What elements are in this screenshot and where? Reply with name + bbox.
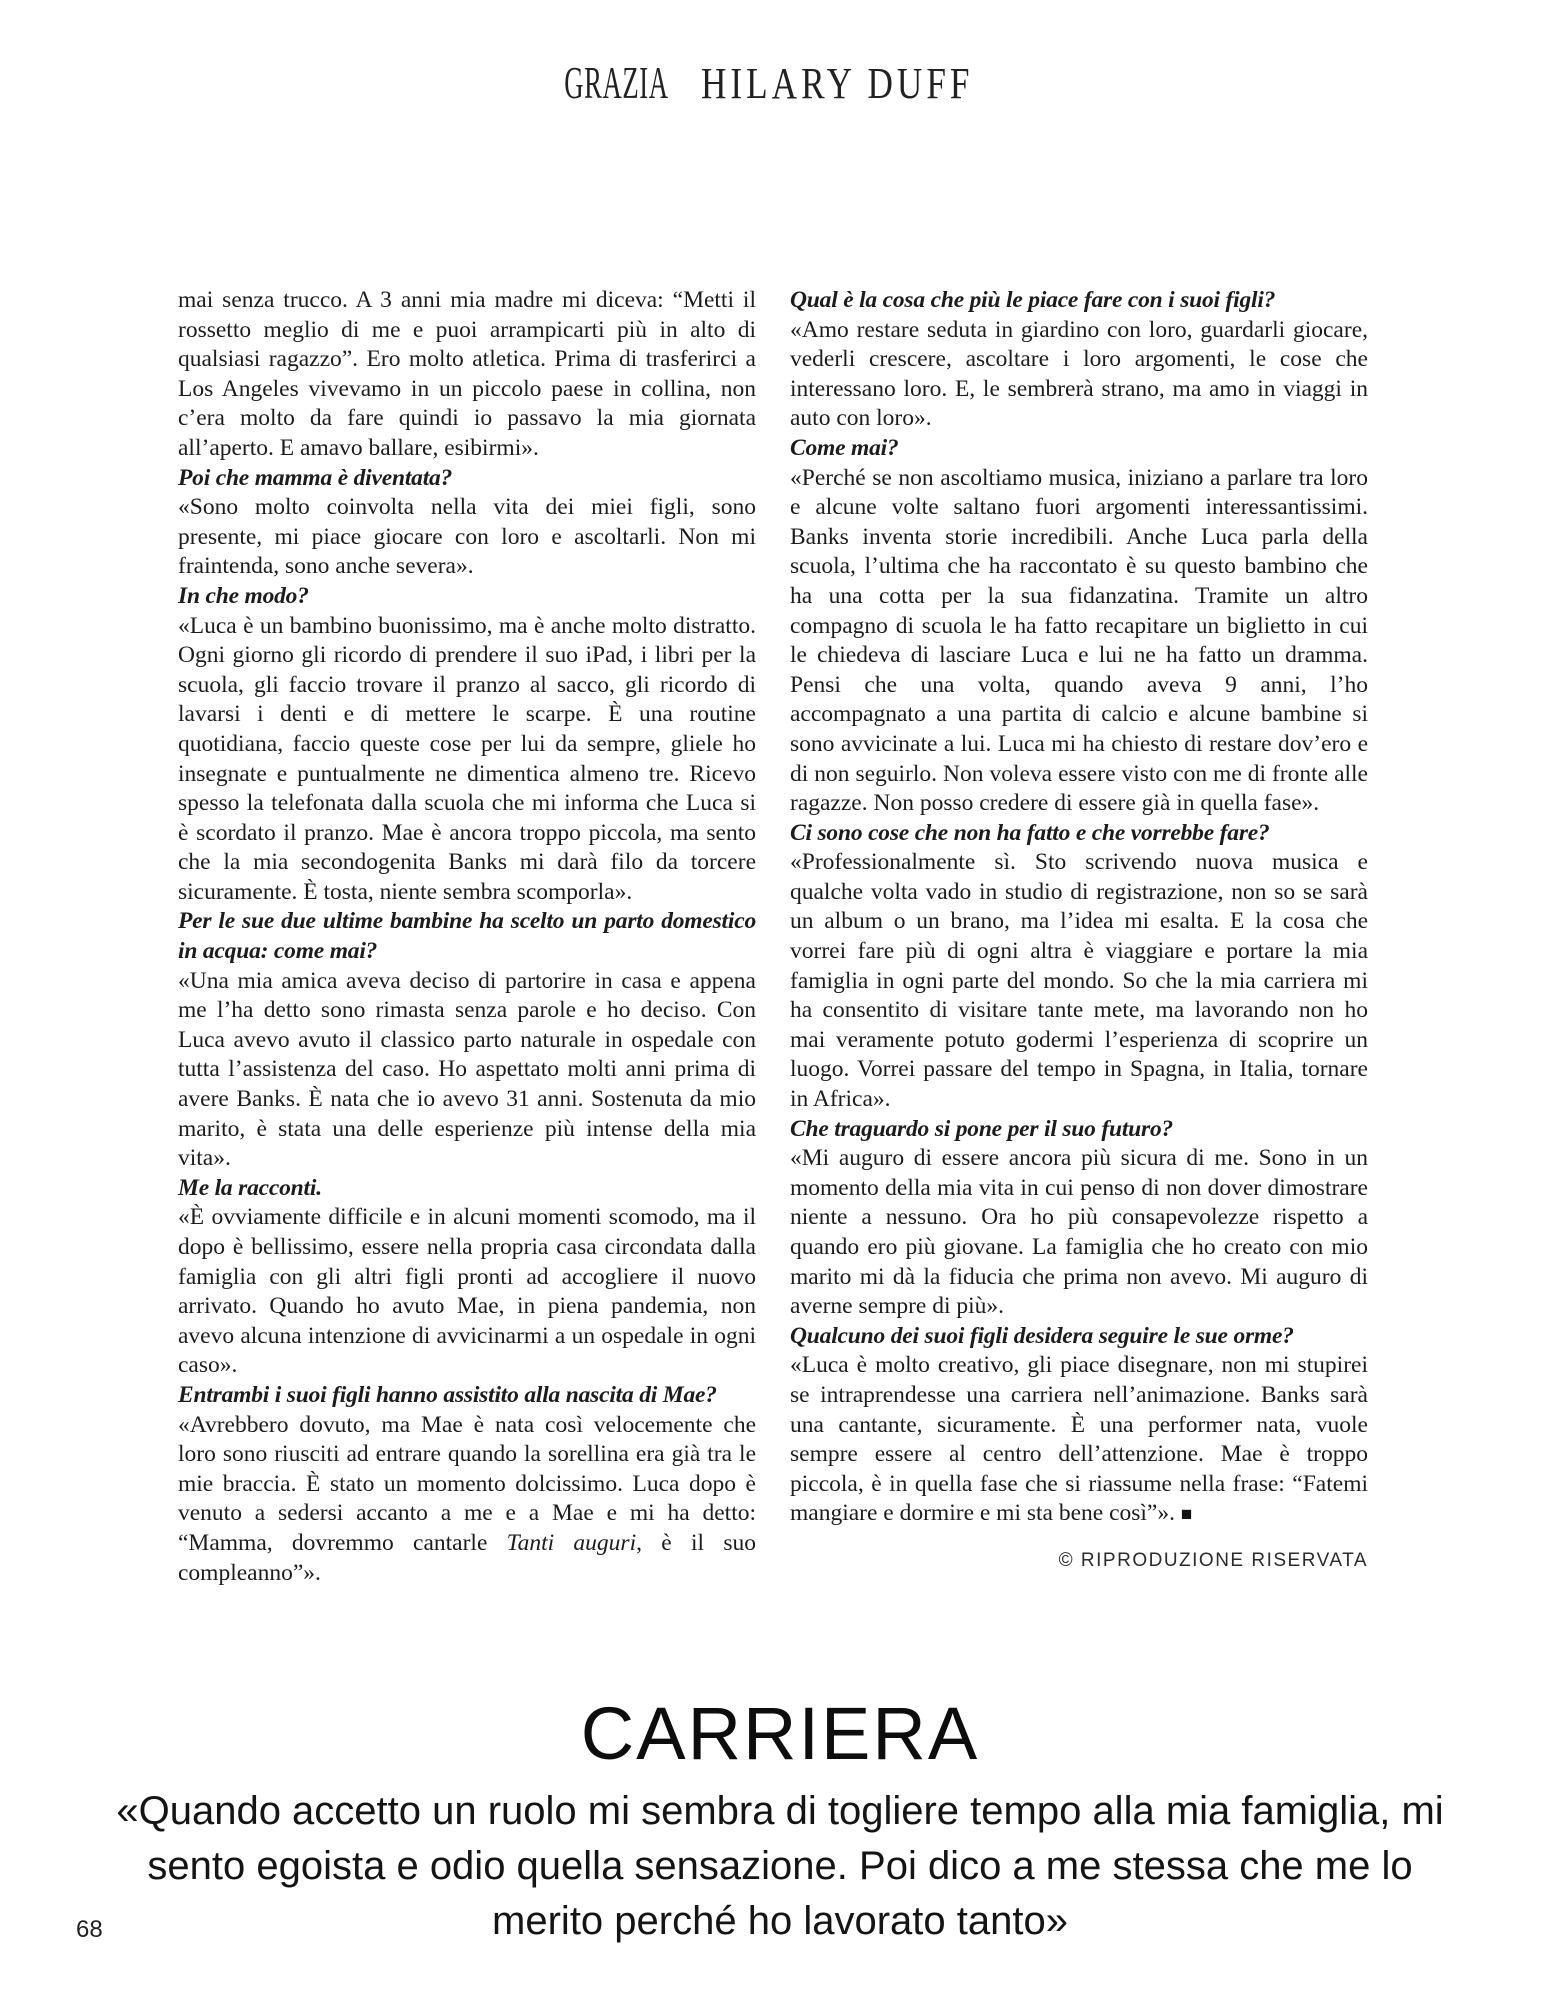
interview-question: Me la racconti. [178,1174,322,1201]
career-pull-quote: «Quando accetto un ruolo mi sembra di togliere tempo alla mia famiglia, mi sento egoista e odio quella sensazione. Poi dico a me stessa che me lo merito perché ho lavorato tanto» [116,1789,1444,1943]
interview-answer: «Mi auguro di essere ancora più sicura di me. Sono in un momento della mia vita in cui penso di non dover dimostrare niente a nessuno. Ora ho più consapevolezze rispetto a quando ero più giovane. La famiglia che ho creato con mio marito mi dà la fiducia che prima non avevo. Mi auguro di averne sempre di più». [790,1145,1368,1320]
magazine-logo: GRAZIA [564,57,669,108]
end-of-article-mark: ■ [1180,1504,1193,1526]
song-title-italic: Tanti auguri [506,1529,637,1556]
interview-answer: «Sono molto coinvolta nella vita dei miei figli, sono presente, mi piace giocare con loro e ascoltarli. Non mi fraintenda, sono anche severa». [178,494,756,580]
answer-text: «Luca è molto creativo, gli piace disegnare, non mi stupirei se intraprendesse una carriera nell’animazione. Banks sarà una cantante, sicuramente. È una performer nata, vuole sempre essere al centro dell’attenzione. Mae è troppo piccola, è in quella fase che si riassume nella frase: “Fatemi mangiare e dormire e mi sta bene così”». [790,1352,1368,1527]
interview-answer: «Luca è un bambino buonissimo, ma è anche molto distratto. Ogni giorno gli ricordo di prendere il suo iPad, i libri per la scuola, gli faccio trovare il pranzo al sacco, gli ricordo di lavarsi i denti e di mettere le scarpe. È una routine quotidiana, faccio queste cose per lui da sempre, gliele ho insegnate e puntualmente ne dimentica almeno tre. Ricevo spesso la telefonata dalla scuola che mi informa che Luca si è scordato il pranzo. Mae è ancora troppo piccola, ma sento che la mia secondogenita Banks mi darà filo da torcere sicuramente. È tosta, niente sembra scomporla». [178,612,756,905]
interview-question: Come mai? [790,434,899,461]
career-section [0,1694,1560,1949]
interview-answer: «È ovviamente difficile e in alcuni momenti scomodo, ma il dopo è bellissimo, essere nella propria casa circondata dalla famiglia con gli altri figli pronti ad accogliere il nuovo arrivato. Quando ho avuto Mae, in piena pandemia, non avevo alcuna intenzione di avvicinarmi a un ospedale in ogni caso». [178,1204,756,1379]
interview-question: Per le sue due ultime bambine ha scelto un parto domestico in acqua: come mai? [178,908,756,965]
interview-question: Entrambi i suoi figli hanno assistito alla nascita di Mae? [178,1381,717,1408]
article-column-left [178,286,756,1588]
interview-question: Qual è la cosa che più le piace fare con i suoi figli? [790,287,1276,313]
interview-question: Poi che mamma è diventata? [178,464,453,491]
interview-answer [790,1351,1368,1530]
article-column-right [790,286,1368,1576]
interview-question: Che traguardo si pone per il suo futuro? [790,1115,1174,1142]
answer-text: «Avrebbero dovuto, ma Mae è nata così velocemente che loro sono riusciti ad entrare quando la sorellina era già tra le mie braccia. È stato un momento dolcissimo. Luca dopo è venuto a sedersi accanto a me e a Mae e mi ha detto: “Mamma, dovremmo cantarle [178,1411,756,1556]
interview-answer: «Perché se non ascoltiamo musica, iniziano a parlare tra loro e alcune volte saltano fuori argomenti interessantissimi. Banks inventa storie incredibili. Anche Luca parla della scuola, l’ultima che ha raccontato è su questo bambino che ha una cotta per la sua fidanzatina. Tramite un altro compagno di scuola le ha fatto recapitare un biglietto in cui le chiedeva di lasciare Luca e lui ne ha fatto un dramma. Pensi che una volta, quando aveva 9 anni, l’ho accompagnato a una partita di calcio e alcune bambine si sono avvicinate a lui. Luca mi ha chiesto di restare dov’ero e di non seguirlo. Non voleva essere visto con me di fronte alle ragazze. Non posso credere di essere già in quella fase». [790,464,1368,817]
page-number: 68 [76,1916,103,1943]
interview-question: In che modo? [178,582,309,609]
page-title: HILARY DUFF [700,59,974,108]
interview-answer: «Professionalmente sì. Sto scrivendo nuova musica e qualche volta vado in studio di registrazione, non so se sarà un album o un brano, ma l’idea mi esalta. E la cosa che vorrei fare più di ogni altra è viaggiare e portare la mia famiglia in ogni parte del mondo. So che la mia carriera mi ha consentito di visitare tante mete, ma lavorando non ho mai veramente potuto godermi l’esperienza di scoprire un luogo. Vorrei passare del tempo in Spagna, in Italia, tornare in Africa». [790,849,1368,1113]
interview-question: Qualcuno dei suoi figli desidera seguire le sue orme? [790,1322,1294,1349]
copyright-notice: © RIPRODUZIONE RISERVATA [1058,1549,1368,1571]
interview-answer [178,1411,756,1589]
career-section-title: CARRIERA [580,1692,980,1775]
masthead [0,56,1560,109]
interview-question: Ci sono cose che non ha fatto e che vorrebbe fare? [790,819,1270,846]
interview-answer: «Amo restare seduta in giardino con loro, guardarli giocare, vederli crescere, ascoltare i loro argomenti, le cose che interessano loro. E, le sembrerà strano, ma amo in viaggi in auto con loro». [790,316,1368,432]
interview-answer: «Una mia amica aveva deciso di partorire in casa e appena me l’ha detto sono rimasta senza parole e ho deciso. Con Luca avevo avuto il classico parto naturale in ospedale con tutta l’assistenza del caso. Ho aspettato molti anni prima di avere Banks. È nata che io avevo 31 anni. Sostenuta da mio marito, è stata una delle esperienze più intense della mia vita». [178,967,756,1172]
answer-text: , è il suo compleanno”». [178,1529,756,1586]
interview-answer: mai senza trucco. A 3 anni mia madre mi diceva: “Metti il rossetto meglio di me e puoi arrampicarti più in alto di qualsiasi ragazzo”. Ero molto atletica. Prima di trasferirci a Los Angeles vivevamo in un piccolo paese in collina, non c’era molto da fare quindi io passavo la mia giornata all’aperto. E amavo ballare, esibirmi». [178,287,756,461]
